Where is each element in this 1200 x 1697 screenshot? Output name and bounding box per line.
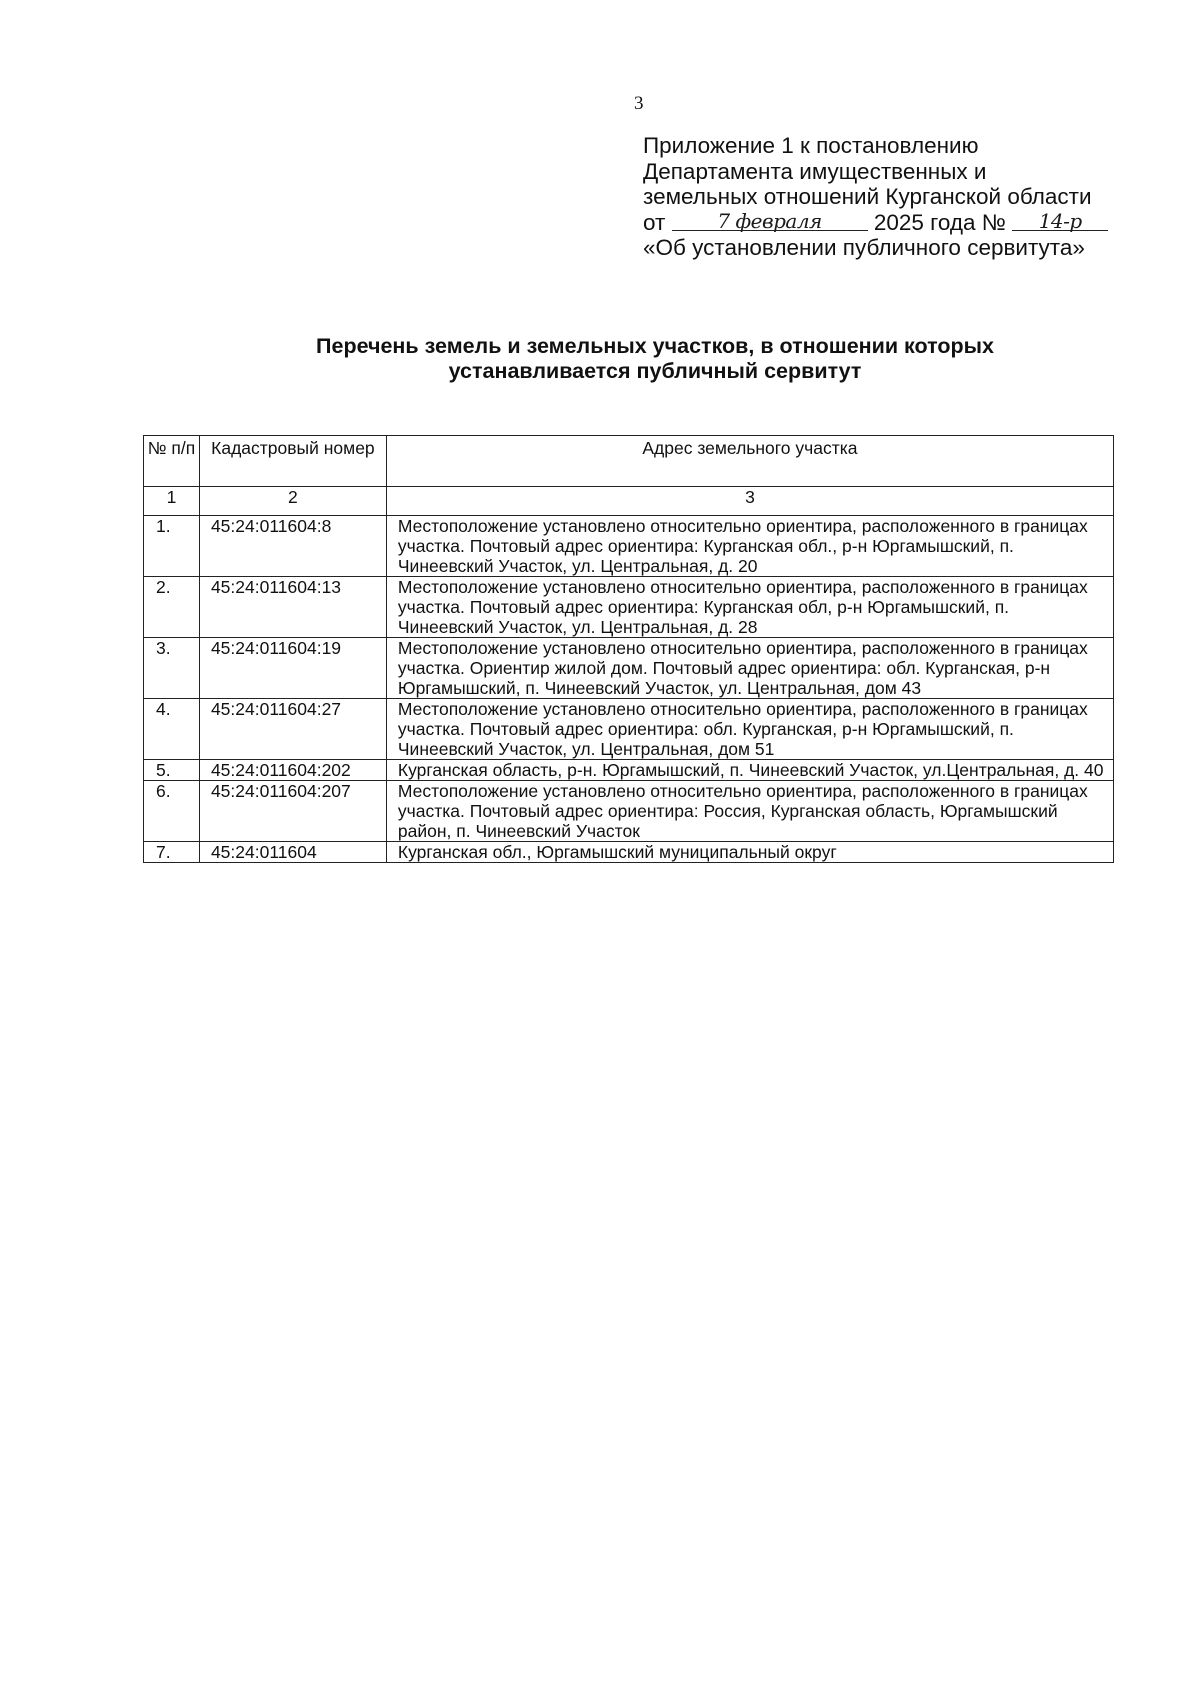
- table-row: [144, 638, 1114, 699]
- plot-address: Местоположение установлено относительно ориентира, расположенного в границах участка. Почтовый адрес ориентира: обл. Курганская, р-н Юргамышский, п. Чинеевский Участок, ул. Центральная, дом 51: [386, 699, 1113, 760]
- plot-address: Местоположение установлено относительно ориентира, расположенного в границах участка. Почтовый адрес ориентира: Курганская обл, р-н Юргамышский, п. Чинеевский Участок, ул. Центральная, д. 28: [386, 577, 1113, 638]
- appendix-line-3: земельных отношений Курганской области: [643, 184, 1092, 209]
- land-plots-table: [143, 435, 1114, 863]
- table-row: [144, 577, 1114, 638]
- header-address: Адрес земельного участка: [386, 436, 1113, 487]
- cadastral-number: 45:24:011604:207: [199, 781, 386, 842]
- row-number: 1.: [144, 516, 200, 577]
- table-row: [144, 699, 1114, 760]
- index-cell: 3: [386, 487, 1113, 516]
- table-row: [144, 760, 1114, 781]
- cadastral-number: 45:24:011604:8: [199, 516, 386, 577]
- appendix-subject: «Об установлении публичного сервитута»: [643, 235, 1085, 260]
- cadastral-number: 45:24:011604:13: [199, 577, 386, 638]
- cadastral-number: 45:24:011604:19: [199, 638, 386, 699]
- header-cadastral: Кадастровый номер: [199, 436, 386, 487]
- table-header-row: [144, 436, 1114, 487]
- from-label: от: [643, 209, 666, 235]
- row-number: 7.: [144, 842, 200, 863]
- row-number: 6.: [144, 781, 200, 842]
- appendix-line-2: Департамента имущественных и: [643, 158, 987, 184]
- plot-address: Местоположение установлено относительно ориентира, расположенного в границах участка. Почтовый адрес ориентира: Курганская обл., р-н Юргамышский, п. Чинеевский Участок, ул. Центральная, д. 20: [386, 516, 1113, 577]
- appendix-date-line: [643, 210, 1163, 236]
- date-blank: [672, 210, 868, 231]
- number-blank: [1012, 210, 1108, 231]
- table-row: [144, 842, 1114, 863]
- header-number: № п/п: [144, 436, 200, 487]
- year-label: 2025 года №: [873, 209, 1006, 235]
- plot-address: Местоположение установлено относительно ориентира, расположенного в границах участка. Ориентир жилой дом. Почтовый адрес ориентира: обл. Курганская, р-н Юргамышский, п. Чинеевский Участок, ул. Центральная, дом 43: [386, 638, 1113, 699]
- title-line-1: Перечень земель и земельных участков, в отношении которых: [316, 334, 994, 358]
- table-index-row: [144, 487, 1114, 516]
- table-row: [144, 516, 1114, 577]
- cadastral-number: 45:24:011604: [199, 842, 386, 863]
- document-title: [130, 334, 1180, 384]
- row-number: 3.: [144, 638, 200, 699]
- page-number: 3: [634, 93, 644, 114]
- appendix-line-1: Приложение 1 к постановлению: [643, 133, 979, 158]
- cadastral-number: 45:24:011604:202: [199, 760, 386, 781]
- handwritten-number: 14-р: [1038, 208, 1082, 233]
- plot-address: Курганская обл., Юргамышский муниципальный округ: [386, 842, 1113, 863]
- appendix-block: [643, 133, 1163, 261]
- table-row: [144, 781, 1114, 842]
- row-number: 5.: [144, 760, 200, 781]
- title-line-2: устанавливается публичный сервитут: [448, 359, 862, 383]
- row-number: 4.: [144, 699, 200, 760]
- index-cell: 2: [199, 487, 386, 516]
- handwritten-date: 7 февраля: [717, 208, 822, 233]
- index-cell: 1: [144, 487, 200, 516]
- plot-address: Местоположение установлено относительно ориентира, расположенного в границах участка. Почтовый адрес ориентира: Россия, Курганская область, Юргамышский район, п. Чинеевский Участок: [386, 781, 1113, 842]
- plot-address: Курганская область, р-н. Юргамышский, п. Чинеевский Участок, ул.Центральная, д. 40: [386, 760, 1113, 781]
- row-number: 2.: [144, 577, 200, 638]
- cadastral-number: 45:24:011604:27: [199, 699, 386, 760]
